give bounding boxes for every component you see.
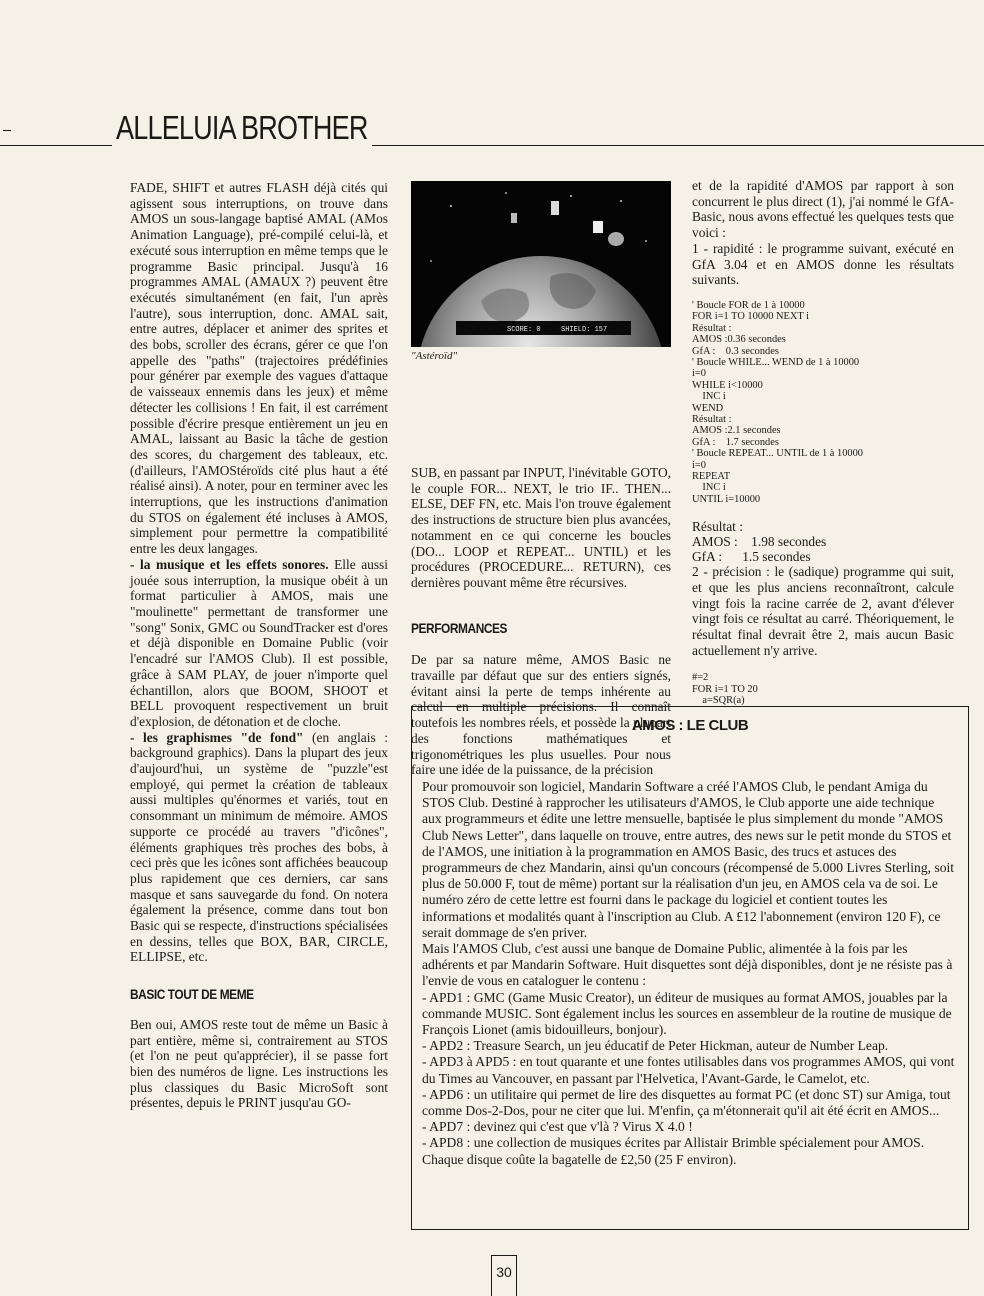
code-line: FOR i=1 TO 20 bbox=[692, 683, 758, 695]
code-line: AMOS :2.1 secondes bbox=[692, 425, 781, 437]
code-line: REPEAT bbox=[692, 471, 731, 483]
box-body bbox=[422, 779, 956, 1168]
paragraph bbox=[130, 730, 388, 966]
code-listing bbox=[692, 672, 954, 706]
header-rule-left bbox=[0, 145, 112, 146]
code-line: #=2 bbox=[692, 672, 709, 684]
results-block bbox=[692, 519, 954, 564]
list-item: - APD8 : une collection de musiques écrites par Allistair Brimble spécialement pour AMOS. bbox=[422, 1135, 925, 1151]
paragraph: Ben oui, AMOS reste tout de même un Basic à part entière, même si, contrairement au STOS (et l'on ne peut qu'apprécier), il se passe fort bien des numéros de ligne. Les instructions les plus classiques du Basic MicroSoft sont présentes, depuis le PRINT jusqu'au GO- bbox=[130, 1016, 388, 1111]
bold-lead: - la musique et les effets sonores. bbox=[130, 556, 329, 572]
list-item: - APD1 : GMC (Game Music Creator), un éditeur de musiques au format AMOS, jouables par la commande MUSIC. Sont également inclus les sources en assembleur de la routine de musique de François Lionet (amis bidouilleurs, bonjour). bbox=[422, 989, 952, 1038]
code-line: Résultat : bbox=[692, 322, 732, 334]
result-line: AMOS : 1.98 secondes bbox=[692, 534, 827, 550]
code-line: GfA : 1.7 secondes bbox=[692, 436, 779, 448]
paragraph: et de la rapidité d'AMOS par rapport à son concurrent le plus direct (1), j'ai nommé le GfA-Basic, nous avons effectué les quelques tests que voici : bbox=[692, 178, 954, 241]
score-label: SCORE: 0 bbox=[507, 326, 541, 334]
paragraph: FADE, SHIFT et autres FLASH déjà cités qui agissent sous interruptions, on trouve dans AMOS un sous-langage baptisé AMAL (AMos Animation Language), pré-compilé celui-là, et exécuté sous interruption en même temps que le programme Basic principal. Jusqu'à 16 programmes AMAL (AMAUX ?) peuvent être exécutés simultanément (en fait, l'un après l'autre), sous interruption, donc. AMAL sait, entre autres, déplacer et animer des sprites et des bobs, scroller des écrans, gérer ce que l'on appelle des "paths" (trajectoires prédéfinies pour générer par exemple des vagues d'attaque de vaisseaux ennemis dans les jeux) et même détecter les collisions ! En fait, il est carrément possible d'écrire presque entièrement un jeu en AMAL, laissant au Basic la tâche de gestion des scores, du chargement des tableaux, etc. (d'ailleurs, l'AMOStéroïds cité plus haut a été réalisé ainsi). A noter, pour en terminer avec les interruptions, que les instructions d'animation du STOS on également été incluses à AMOS, simplement pour permettre la compatibilité entre les deux langages. bbox=[130, 180, 388, 557]
code-line: ' Boucle WHILE... WEND de 1 à 10000 bbox=[692, 356, 860, 368]
game-screenshot bbox=[411, 181, 671, 347]
code-line: WHILE i<10000 bbox=[692, 379, 763, 391]
code-line: INC i bbox=[692, 482, 726, 494]
list-item: - APD2 : Treasure Search, un jeu éducatif de Peter Hickman, auteur de Number Leap. bbox=[422, 1038, 889, 1054]
code-line: GfA : 0.3 secondes bbox=[692, 345, 779, 357]
code-line: FOR i=1 TO 10000 NEXT i bbox=[692, 311, 809, 323]
code-line: AMOS :0.36 secondes bbox=[692, 334, 786, 346]
paragraph: 1 - rapidité : le programme suivant, exécuté en GfA 3.04 et en AMOS donne les résultats suivants. bbox=[692, 240, 954, 288]
header-rule-right bbox=[372, 145, 984, 146]
code-line: a=SQR(a) bbox=[692, 695, 745, 707]
paragraph bbox=[130, 557, 388, 730]
page-title: ALLELUIA BROTHER bbox=[116, 109, 368, 146]
shield-label: SHIELD: 157 bbox=[561, 326, 608, 334]
page-number: 30 bbox=[491, 1255, 517, 1296]
paragraph: Chaque disque coûte la bagatelle de £2,50 (25 F environ). bbox=[422, 1151, 737, 1167]
result-line: GfA : 1.5 secondes bbox=[692, 549, 811, 565]
code-line: WEND bbox=[692, 402, 724, 414]
code-line: ' Boucle REPEAT... UNTIL de 1 à 10000 bbox=[692, 448, 863, 460]
code-line: Résultat : bbox=[692, 413, 732, 425]
code-line: i=0 bbox=[692, 459, 706, 471]
paragraph: Pour promouvoir son logiciel, Mandarin Software a créé l'AMOS Club, le pendant Amiga du STOS Club. Destiné à rapprocher les utilisateurs d'AMOS, le Club apporte une aide technique aux programmeurs et édite une lettre mensuelle, baptisée le plus simplement du monde "AMOS Club News Letter", dans laquelle on trouve, entre autres, des news sur le petit monde du STOS et de l'AMOS, une initiation à la programmation en AMOS Basic, des trucs et astuces des programmeurs de chez Mandarin, ainsi qu'un concours (récompensé de 5.000 Livres Sterling, soit plus de 50.000 F, tout de même) portant sur la réalisation d'un jeu, en AMOS cela va de soi. Le numéro zéro de cette lettre est fourni dans le package du logiciel et contient toutes les informations et modalités quant à l'inscription au Club. A £12 l'abonnement (environ 120 F), ce serait dommage de s'en priver. bbox=[422, 779, 955, 940]
section-heading: PERFORMANCES bbox=[411, 619, 508, 636]
result-line: Résultat : bbox=[692, 519, 743, 535]
paragraph-text: Elle aussi jouée sous interruption, la musique obéit à un format particulier à AMOS, mais une "moulinette" permettant de transformer une "song" Sonix, GMC ou SoundTracker est d'ores et déjà disponible en Domaine Public (voir l'encadré sur l'AMOS Club). Il est possible, grâce à SAM PLAY, de jouer n'importe quel échantillon, alors que BOOM, SHOOT et BELL provoquent respectivement un bruit d'explosion, de détonation et de cloche. bbox=[130, 556, 388, 729]
paragraph: SUB, en passant par INPUT, l'inévitable GOTO, le couple FOR... NEXT, le trio IF.. THEN... ELSE, DEF FN, etc. Mais l'on trouve également des instructions de structure bien plus avancées, notamment en ce qui concerne les boucles (DO... LOOP et REPEAT... UNTIL) et les procédures (PROCEDURE... RETURN), ces dernières pouvant même être récursives. bbox=[411, 465, 671, 590]
paragraph: Mais l'AMOS Club, c'est aussi une banque de Domaine Public, alimentée à la fois par les adhérents et par Mandarin Software. Huit disquettes sont déjà disponibles, dont je ne résiste pas à l'envie de vous en cataloguer le contenu : bbox=[422, 941, 953, 989]
paragraph: De par sa nature même, AMOS Basic ne travaille par défaut que sur des entiers signés, évitant ainsi la perte de temps inhérente au calcul en multiple précisions. Il connaît toutefois les nombres réels, et possède la plupart des fonctions mathématiques et trigonométriques les plus usuelles. Pour nous faire une idée de la puissance, de la précision bbox=[411, 652, 671, 778]
figure-caption: "Astéroïd" bbox=[411, 350, 458, 362]
paragraph-text: (en anglais : background graphics). Dans la plupart des jeux d'aujourd'hui, un système de "puzzle"est employé, qui permet la création de tableaux aussi multiples qu'énormes et variés, tout en consommant un minimum de mémoire. AMOS supporte ce procédé au travers "d'icônes", éléments graphiques très proches des bobs, à ceci près que les icônes sont affichées beaucoup plus rapidement que ces derniers, car sans masque et sans sauvegarde du fond. On notera également la présence, comme dans tout bon Basic qui se respecte, d'instructions spécialisées en dessins, telles que BOX, BAR, CIRCLE, ELLIPSE, etc. bbox=[130, 729, 388, 965]
margin-tick bbox=[3, 130, 11, 131]
section-heading: BASIC TOUT DE MEME bbox=[130, 986, 254, 1003]
code-line: INC i bbox=[692, 391, 726, 403]
code-line: ' Boucle FOR de 1 à 10000 bbox=[692, 299, 805, 311]
paragraph: 2 - précision : le (sadique) programme qui suit, et que les plus anciens reconnaîtront, calcule vingt fois la racine carrée de 2, avant d'élever vingt fois ce résultat au carré. Théoriquement, le résultat final devrait être 2, mais aucun Basic actuellement n'y arrive. bbox=[692, 564, 954, 658]
list-item: - APD7 : devinez qui c'est que v'là ? Virus X 4.0 ! bbox=[422, 1119, 693, 1135]
column-right bbox=[692, 178, 954, 707]
asteroid-planet-illustration bbox=[411, 181, 671, 347]
box-title: AMOS : LE CLUB bbox=[631, 717, 749, 734]
sidebar-box-amos-club bbox=[411, 706, 969, 1230]
column-left bbox=[130, 180, 388, 1111]
code-line: UNTIL i=10000 bbox=[692, 493, 761, 505]
bold-lead: - les graphismes "de fond" bbox=[130, 729, 304, 745]
code-line: i=0 bbox=[692, 368, 706, 380]
list-item: - APD3 à APD5 : en tout quarante et une fontes utilisables dans vos programmes AMOS, qui vont du Times au Vancouver, en passant par l'Helvetica, l'Avant-Garde, le Camelot, etc. bbox=[422, 1054, 955, 1086]
list-item: - APD6 : un utilitaire qui permet de lire des disquettes au format PC (et donc ST) sur Amiga, tout comme Dos-2-Dos, pour ne citer que lui. M'enfin, ça m'étonnerait qu'il ait été écrit en AMOS... bbox=[422, 1086, 951, 1119]
code-listing bbox=[692, 300, 954, 505]
